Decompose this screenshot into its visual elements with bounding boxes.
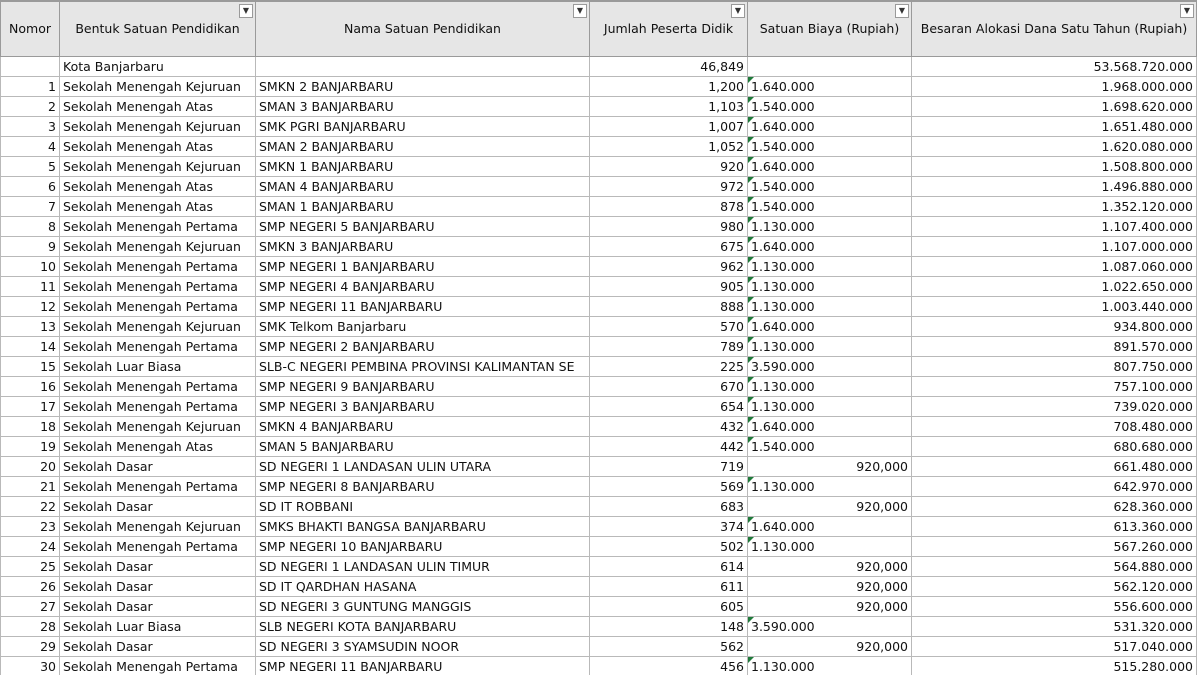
cell-jumlah[interactable]: 878 [590,197,748,217]
cell-nama[interactable]: SD NEGERI 1 LANDASAN ULIN UTARA [256,457,590,477]
cell-satuan[interactable]: 920,000 [748,497,912,517]
cell-bentuk[interactable]: Sekolah Menengah Pertama [60,277,256,297]
cell-nama[interactable]: SMP NEGERI 11 BANJARBARU [256,657,590,675]
cell-nomor[interactable]: 26 [1,577,60,597]
cell-nama[interactable]: SMAN 2 BANJARBARU [256,137,590,157]
cell-bentuk[interactable]: Sekolah Menengah Kejuruan [60,157,256,177]
cell-bentuk[interactable]: Sekolah Dasar [60,637,256,657]
cell-nomor[interactable]: 18 [1,417,60,437]
cell-satuan[interactable]: 1.640.000 [748,317,912,337]
cell-besaran[interactable]: 934.800.000 [912,317,1197,337]
cell-bentuk[interactable]: Sekolah Dasar [60,577,256,597]
cell-nama[interactable]: SMKN 1 BANJARBARU [256,157,590,177]
table-row [1,257,1197,277]
cell-jumlah[interactable]: 905 [590,277,748,297]
cell-satuan[interactable]: 1.640.000 [748,237,912,257]
cell-nama[interactable]: SMAN 3 BANJARBARU [256,97,590,117]
cell-bentuk[interactable]: Sekolah Menengah Pertama [60,337,256,357]
column-header-label: Bentuk Satuan Pendidikan [75,21,240,36]
table-row [1,337,1197,357]
cell-bentuk[interactable]: Sekolah Dasar [60,497,256,517]
cell-nama[interactable]: SMP NEGERI 3 BANJARBARU [256,397,590,417]
cell-besaran[interactable]: 1.107.000.000 [912,237,1197,257]
cell-jumlah[interactable]: 502 [590,537,748,557]
cell-nama[interactable] [256,57,590,77]
cell-satuan[interactable]: 1.130.000 [748,217,912,237]
cell-nomor[interactable]: 17 [1,397,60,417]
cell-jumlah[interactable]: 1,103 [590,97,748,117]
cell-jumlah[interactable]: 920 [590,157,748,177]
cell-nama[interactable]: SMAN 4 BANJARBARU [256,177,590,197]
cell-satuan[interactable]: 3.590.000 [748,617,912,637]
table-body [1,57,1197,675]
cell-jumlah[interactable]: 46,849 [590,57,748,77]
cell-satuan[interactable]: 920,000 [748,457,912,477]
header-row [1,1,1197,57]
cell-bentuk[interactable]: Sekolah Menengah Pertama [60,297,256,317]
cell-besaran[interactable]: 1.496.880.000 [912,177,1197,197]
cell-besaran[interactable]: 53.568.720.000 [912,57,1197,77]
cell-besaran[interactable]: 757.100.000 [912,377,1197,397]
cell-besaran[interactable]: 628.360.000 [912,497,1197,517]
cell-nama[interactable]: SD NEGERI 3 SYAMSUDIN NOOR [256,637,590,657]
cell-besaran[interactable]: 1.651.480.000 [912,117,1197,137]
cell-bentuk[interactable]: Sekolah Menengah Kejuruan [60,417,256,437]
table-row [1,517,1197,537]
cell-jumlah[interactable]: 374 [590,517,748,537]
cell-bentuk[interactable]: Sekolah Menengah Kejuruan [60,77,256,97]
cell-satuan[interactable]: 1.540.000 [748,137,912,157]
cell-besaran[interactable]: 1.620.080.000 [912,137,1197,157]
cell-bentuk[interactable]: Sekolah Menengah Kejuruan [60,237,256,257]
cell-jumlah[interactable]: 962 [590,257,748,277]
cell-bentuk[interactable]: Sekolah Menengah Pertama [60,397,256,417]
table-row [1,217,1197,237]
cell-jumlah[interactable]: 611 [590,577,748,597]
table-row [1,597,1197,617]
cell-bentuk[interactable]: Sekolah Luar Biasa [60,617,256,637]
cell-satuan[interactable]: 3.590.000 [748,357,912,377]
cell-satuan[interactable]: 1.540.000 [748,197,912,217]
table-row [1,277,1197,297]
cell-nama[interactable]: SMP NEGERI 1 BANJARBARU [256,257,590,277]
cell-bentuk[interactable]: Sekolah Menengah Atas [60,97,256,117]
cell-satuan[interactable]: 1.130.000 [748,477,912,497]
cell-bentuk[interactable]: Sekolah Menengah Atas [60,437,256,457]
cell-satuan[interactable]: 1.130.000 [748,337,912,357]
cell-satuan[interactable]: 1.130.000 [748,277,912,297]
cell-besaran[interactable]: 1.508.800.000 [912,157,1197,177]
cell-satuan[interactable]: 920,000 [748,577,912,597]
cell-nama[interactable]: SD IT QARDHAN HASANA [256,577,590,597]
table-row [1,617,1197,637]
cell-nomor[interactable]: 30 [1,657,60,675]
cell-jumlah[interactable]: 570 [590,317,748,337]
cell-satuan[interactable] [748,57,912,77]
cell-bentuk[interactable]: Sekolah Menengah Atas [60,137,256,157]
cell-besaran[interactable]: 613.360.000 [912,517,1197,537]
cell-nomor[interactable]: 2 [1,97,60,117]
cell-bentuk[interactable]: Sekolah Menengah Pertama [60,217,256,237]
cell-bentuk[interactable]: Sekolah Menengah Atas [60,177,256,197]
column-header-besaran[interactable] [912,1,1197,57]
table-row [1,237,1197,257]
cell-nama[interactable]: SMP NEGERI 8 BANJARBARU [256,477,590,497]
cell-besaran[interactable]: 564.880.000 [912,557,1197,577]
filter-dropdown-icon[interactable]: ▼ [573,4,587,18]
cell-nomor[interactable]: 25 [1,557,60,577]
cell-jumlah[interactable]: 654 [590,397,748,417]
cell-nama[interactable]: SMKN 3 BANJARBARU [256,237,590,257]
column-header-label: Nomor [9,21,51,36]
cell-jumlah[interactable]: 683 [590,497,748,517]
cell-besaran[interactable]: 1.107.400.000 [912,217,1197,237]
cell-bentuk[interactable]: Sekolah Menengah Kejuruan [60,317,256,337]
cell-jumlah[interactable]: 605 [590,597,748,617]
table-row [1,177,1197,197]
cell-jumlah[interactable]: 888 [590,297,748,317]
cell-besaran[interactable]: 1.352.120.000 [912,197,1197,217]
filter-dropdown-icon[interactable]: ▼ [895,4,909,18]
cell-jumlah[interactable]: 972 [590,177,748,197]
cell-nomor[interactable]: 7 [1,197,60,217]
cell-nomor[interactable]: 11 [1,277,60,297]
cell-jumlah[interactable]: 432 [590,417,748,437]
cell-satuan[interactable]: 1.130.000 [748,397,912,417]
cell-jumlah[interactable]: 442 [590,437,748,457]
table-row [1,297,1197,317]
table-row [1,657,1197,675]
cell-nomor[interactable]: 4 [1,137,60,157]
cell-satuan[interactable]: 1.640.000 [748,417,912,437]
cell-jumlah[interactable]: 569 [590,477,748,497]
cell-nomor[interactable]: 15 [1,357,60,377]
cell-bentuk[interactable]: Sekolah Dasar [60,597,256,617]
cell-nama[interactable]: SMP NEGERI 11 BANJARBARU [256,297,590,317]
cell-jumlah[interactable]: 675 [590,237,748,257]
cell-besaran[interactable]: 642.970.000 [912,477,1197,497]
cell-nomor[interactable]: 9 [1,237,60,257]
cell-besaran[interactable]: 680.680.000 [912,437,1197,457]
cell-nomor[interactable]: 24 [1,537,60,557]
table-row [1,157,1197,177]
column-header-jumlah[interactable] [590,1,748,57]
cell-jumlah[interactable]: 1,052 [590,137,748,157]
table-header [1,1,1197,57]
table-row [1,117,1197,137]
cell-bentuk[interactable]: Sekolah Menengah Pertama [60,257,256,277]
cell-nomor[interactable]: 14 [1,337,60,357]
cell-nama[interactable]: SMKN 2 BANJARBARU [256,77,590,97]
cell-jumlah[interactable]: 719 [590,457,748,477]
cell-bentuk[interactable]: Sekolah Menengah Kejuruan [60,517,256,537]
table-row [1,397,1197,417]
cell-jumlah[interactable]: 456 [590,657,748,675]
cell-nama[interactable]: SMK Telkom Banjarbaru [256,317,590,337]
cell-besaran[interactable]: 515.280.000 [912,657,1197,675]
cell-besaran[interactable]: 531.320.000 [912,617,1197,637]
cell-besaran[interactable]: 562.120.000 [912,577,1197,597]
cell-bentuk[interactable]: Sekolah Menengah Pertama [60,377,256,397]
cell-satuan[interactable]: 1.130.000 [748,377,912,397]
cell-nama[interactable]: SMP NEGERI 2 BANJARBARU [256,337,590,357]
table-row [1,577,1197,597]
table-row [1,317,1197,337]
cell-nomor[interactable]: 10 [1,257,60,277]
cell-bentuk[interactable]: Sekolah Menengah Pertama [60,657,256,675]
cell-bentuk[interactable]: Kota Banjarbaru [60,57,256,77]
cell-satuan[interactable]: 920,000 [748,557,912,577]
table-row [1,357,1197,377]
cell-bentuk[interactable]: Sekolah Menengah Pertama [60,477,256,497]
cell-besaran[interactable]: 1.087.060.000 [912,257,1197,277]
cell-jumlah[interactable]: 562 [590,637,748,657]
cell-nama[interactable]: SMP NEGERI 9 BANJARBARU [256,377,590,397]
cell-jumlah[interactable]: 1,200 [590,77,748,97]
cell-satuan[interactable]: 920,000 [748,637,912,657]
cell-nomor[interactable] [1,57,60,77]
cell-nomor[interactable]: 29 [1,637,60,657]
cell-besaran[interactable]: 517.040.000 [912,637,1197,657]
cell-jumlah[interactable]: 789 [590,337,748,357]
cell-besaran[interactable]: 556.600.000 [912,597,1197,617]
cell-bentuk[interactable]: Sekolah Menengah Atas [60,197,256,217]
cell-besaran[interactable]: 739.020.000 [912,397,1197,417]
cell-nomor[interactable]: 19 [1,437,60,457]
cell-bentuk[interactable]: Sekolah Menengah Pertama [60,537,256,557]
table-row [1,77,1197,97]
column-header-label: Besaran Alokasi Dana Satu Tahun (Rupiah) [920,21,1188,36]
cell-besaran[interactable]: 708.480.000 [912,417,1197,437]
filter-dropdown-icon[interactable]: ▼ [1180,4,1194,18]
table-row [1,57,1197,77]
cell-satuan[interactable]: 1.540.000 [748,177,912,197]
column-header-satuan[interactable] [748,1,912,57]
cell-bentuk[interactable]: Sekolah Dasar [60,557,256,577]
column-header-label: Satuan Biaya (Rupiah) [759,21,900,36]
column-header-label: Jumlah Peserta Didik [603,21,734,36]
cell-bentuk[interactable]: Sekolah Dasar [60,457,256,477]
cell-nomor[interactable]: 1 [1,77,60,97]
cell-nama[interactable]: SD IT ROBBANI [256,497,590,517]
cell-satuan[interactable]: 1.640.000 [748,77,912,97]
cell-satuan[interactable]: 1.540.000 [748,437,912,457]
cell-besaran[interactable]: 1.698.620.000 [912,97,1197,117]
cell-nama[interactable]: SMAN 1 BANJARBARU [256,197,590,217]
column-header-bentuk[interactable] [60,1,256,57]
cell-nama[interactable]: SMKN 4 BANJARBARU [256,417,590,437]
cell-jumlah[interactable]: 1,007 [590,117,748,137]
cell-nama[interactable]: SMP NEGERI 10 BANJARBARU [256,537,590,557]
table-row [1,557,1197,577]
cell-besaran[interactable]: 1.003.440.000 [912,297,1197,317]
cell-jumlah[interactable]: 614 [590,557,748,577]
table-row [1,477,1197,497]
cell-besaran[interactable]: 1.968.000.000 [912,77,1197,97]
cell-besaran[interactable]: 807.750.000 [912,357,1197,377]
cell-satuan[interactable]: 1.640.000 [748,517,912,537]
cell-jumlah[interactable]: 148 [590,617,748,637]
table-row [1,537,1197,557]
cell-satuan[interactable]: 1.130.000 [748,537,912,557]
cell-nomor[interactable]: 28 [1,617,60,637]
cell-nomor[interactable]: 23 [1,517,60,537]
filter-dropdown-icon[interactable]: ▼ [239,4,253,18]
table-row [1,497,1197,517]
cell-nama[interactable]: SLB-C NEGERI PEMBINA PROVINSI KALIMANTAN SE [256,357,590,377]
table-row [1,457,1197,477]
cell-nomor[interactable]: 27 [1,597,60,617]
cell-nama[interactable]: SMKS BHAKTI BANGSA BANJARBARU [256,517,590,537]
cell-nomor[interactable]: 16 [1,377,60,397]
cell-nama[interactable]: SMK PGRI BANJARBARU [256,117,590,137]
cell-satuan[interactable]: 1.640.000 [748,157,912,177]
cell-nomor[interactable]: 13 [1,317,60,337]
cell-besaran[interactable]: 1.022.650.000 [912,277,1197,297]
column-header-label: Nama Satuan Pendidikan [344,21,501,36]
cell-bentuk[interactable]: Sekolah Menengah Kejuruan [60,117,256,137]
table-row [1,97,1197,117]
table-row [1,377,1197,397]
cell-bentuk[interactable]: Sekolah Luar Biasa [60,357,256,377]
cell-nama[interactable]: SMP NEGERI 5 BANJARBARU [256,217,590,237]
cell-satuan[interactable]: 1.130.000 [748,257,912,277]
cell-jumlah[interactable]: 225 [590,357,748,377]
cell-nama[interactable]: SLB NEGERI KOTA BANJARBARU [256,617,590,637]
cell-satuan[interactable]: 1.130.000 [748,657,912,675]
column-header-nama[interactable] [256,1,590,57]
column-header-nomor[interactable] [1,1,60,57]
cell-nomor[interactable]: 6 [1,177,60,197]
cell-nomor[interactable]: 20 [1,457,60,477]
table-row [1,417,1197,437]
cell-nomor[interactable]: 3 [1,117,60,137]
cell-nomor[interactable]: 8 [1,217,60,237]
cell-nomor[interactable]: 5 [1,157,60,177]
cell-nama[interactable]: SMP NEGERI 4 BANJARBARU [256,277,590,297]
table-row [1,437,1197,457]
cell-nama[interactable]: SMAN 5 BANJARBARU [256,437,590,457]
filter-dropdown-icon[interactable]: ▼ [731,4,745,18]
cell-nama[interactable]: SD NEGERI 1 LANDASAN ULIN TIMUR [256,557,590,577]
cell-satuan[interactable]: 1.640.000 [748,117,912,137]
cell-satuan[interactable]: 1.540.000 [748,97,912,117]
cell-jumlah[interactable]: 980 [590,217,748,237]
cell-besaran[interactable]: 567.260.000 [912,537,1197,557]
table-row [1,637,1197,657]
table-row [1,137,1197,157]
cell-besaran[interactable]: 891.570.000 [912,337,1197,357]
cell-nama[interactable]: SD NEGERI 3 GUNTUNG MANGGIS [256,597,590,617]
cell-jumlah[interactable]: 670 [590,377,748,397]
cell-besaran[interactable]: 661.480.000 [912,457,1197,477]
cell-satuan[interactable]: 1.130.000 [748,297,912,317]
cell-nomor[interactable]: 21 [1,477,60,497]
cell-nomor[interactable]: 12 [1,297,60,317]
table-row [1,197,1197,217]
cell-satuan[interactable]: 920,000 [748,597,912,617]
cell-nomor[interactable]: 22 [1,497,60,517]
